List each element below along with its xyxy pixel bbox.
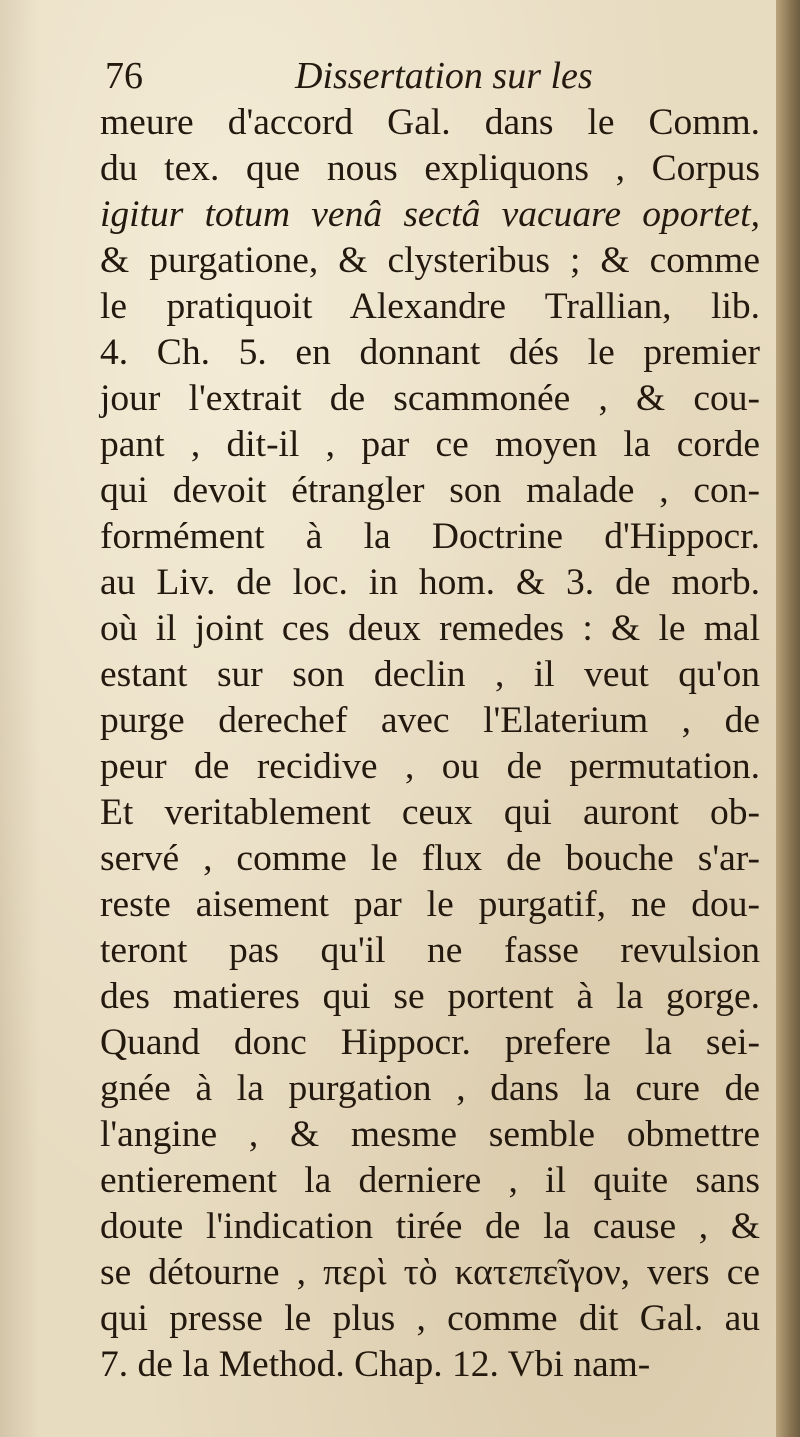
text-line: entierement la derniere , il quite sans <box>100 1160 760 1201</box>
text-line: & purgatione, & clysteribus ; & comme <box>100 240 760 281</box>
text-line: teront pas qu'il ne fasse revulsion <box>100 930 760 971</box>
text-line: se détourne , περὶ τὸ κατεπεῖγον, vers ce <box>100 1252 760 1293</box>
text-line: qui presse le plus , comme dit Gal. au <box>100 1298 760 1339</box>
text-line: Et veritablement ceux qui auront ob- <box>100 792 760 833</box>
text-line: des matieres qui se portent à la gorge. <box>100 976 760 1017</box>
text-line: igitur totum venâ sectâ vacuare oportet, <box>100 194 760 235</box>
text-line: qui devoit étrangler son malade , con- <box>100 470 760 511</box>
text-line: l'angine , & mesme semble obmettre <box>100 1114 760 1155</box>
text-line: au Liv. de loc. in hom. & 3. de morb. <box>100 562 760 603</box>
text-line: Quand donc Hippocr. prefere la sei- <box>100 1022 760 1063</box>
text-line: gnée à la purgation , dans la cure de <box>100 1068 760 1109</box>
text-line: reste aisement par le purgatif, ne dou- <box>100 884 760 925</box>
text-line: le pratiquoit Alexandre Trallian, lib. <box>100 286 760 327</box>
text-line: jour l'extrait de scammonée , & cou- <box>100 378 760 419</box>
text-line: formément à la Doctrine d'Hippocr. <box>100 516 760 557</box>
text-line: 4. Ch. 5. en donnant dés le premier <box>100 332 760 373</box>
running-head <box>105 48 745 104</box>
page-edge <box>776 0 800 1437</box>
text-line: doute l'indication tirée de la cause , & <box>100 1206 760 1247</box>
text-line: purge derechef avec l'Elaterium , de <box>100 700 760 741</box>
text-line: meure d'accord Gal. dans le Comm. <box>100 102 760 143</box>
text-line: 7. de la Method. Chap. 12. Vbi nam- <box>100 1344 651 1385</box>
text-line: du tex. que nous expliquons , Corpus <box>100 148 760 189</box>
page-number: 76 <box>105 55 143 97</box>
text-line: estant sur son declin , il veut qu'on <box>100 654 760 695</box>
text-line: peur de recidive , ou de permutation. <box>100 746 760 787</box>
text-line: où il joint ces deux remedes : & le mal <box>100 608 760 649</box>
text-line: pant , dit-il , par ce moyen la corde <box>100 424 760 465</box>
body-text <box>100 100 760 1388</box>
text-line: servé , comme le flux de bouche s'ar- <box>100 838 760 879</box>
running-title: Dissertation sur les <box>295 55 593 97</box>
